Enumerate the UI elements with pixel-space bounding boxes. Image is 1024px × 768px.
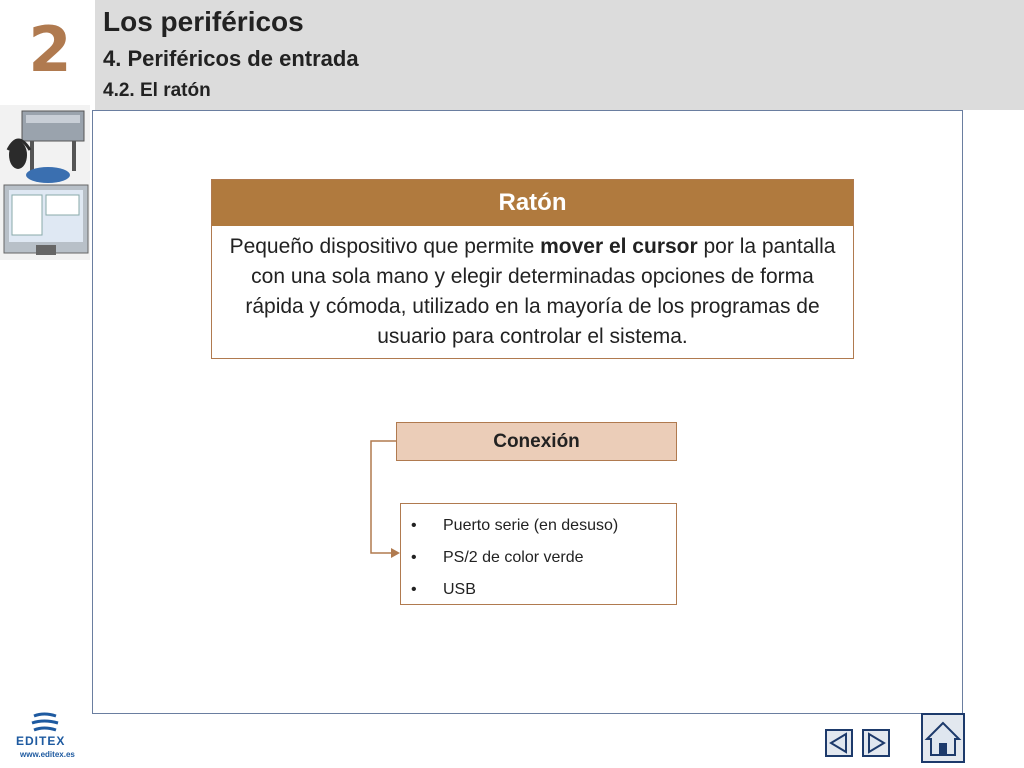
list-item: [411, 542, 676, 574]
triangle-right-icon: [864, 731, 888, 755]
logo-url: www.editex.es: [20, 750, 75, 759]
home-button[interactable]: [921, 713, 965, 763]
triangle-left-icon: [827, 731, 851, 755]
connection-label: Conexión: [396, 422, 677, 461]
logo-mark-icon: [12, 712, 78, 736]
bullet: •: [411, 581, 417, 598]
definition-text-bold: mover el cursor: [540, 235, 698, 258]
definition-text-end: por la pantalla con una sola mano y elegir determinadas opciones de forma rápida y cómoda, utilizado en la mayoría de los programas de usuario para controlar el sistema.: [245, 235, 836, 348]
list-item: [411, 510, 676, 542]
chapter-number: 2: [28, 13, 72, 86]
peripherals-thumbnail: [0, 105, 90, 260]
section-title: 4.2. El ratón: [103, 80, 211, 101]
bullet: •: [411, 549, 417, 566]
definition-text-start: Pequeño dispositivo que permite: [229, 235, 541, 258]
bullet: •: [411, 517, 417, 534]
page-title: Los periféricos: [103, 6, 304, 37]
connection-list: [400, 503, 677, 605]
definition-heading: Ratón: [212, 180, 853, 226]
previous-button[interactable]: [825, 729, 853, 757]
list-item-text: USB: [443, 581, 476, 598]
list-item-text: Puerto serie (en desuso): [443, 517, 619, 534]
list-item-text: PS/2 de color verde: [443, 549, 584, 566]
definition-text: [212, 226, 853, 352]
page-subtitle: 4. Periféricos de entrada: [103, 46, 359, 71]
logo-text: EDITEX: [16, 734, 66, 748]
list-item: [411, 574, 676, 606]
home-icon: [923, 715, 963, 761]
definition-box: [211, 179, 854, 359]
next-button[interactable]: [862, 729, 890, 757]
